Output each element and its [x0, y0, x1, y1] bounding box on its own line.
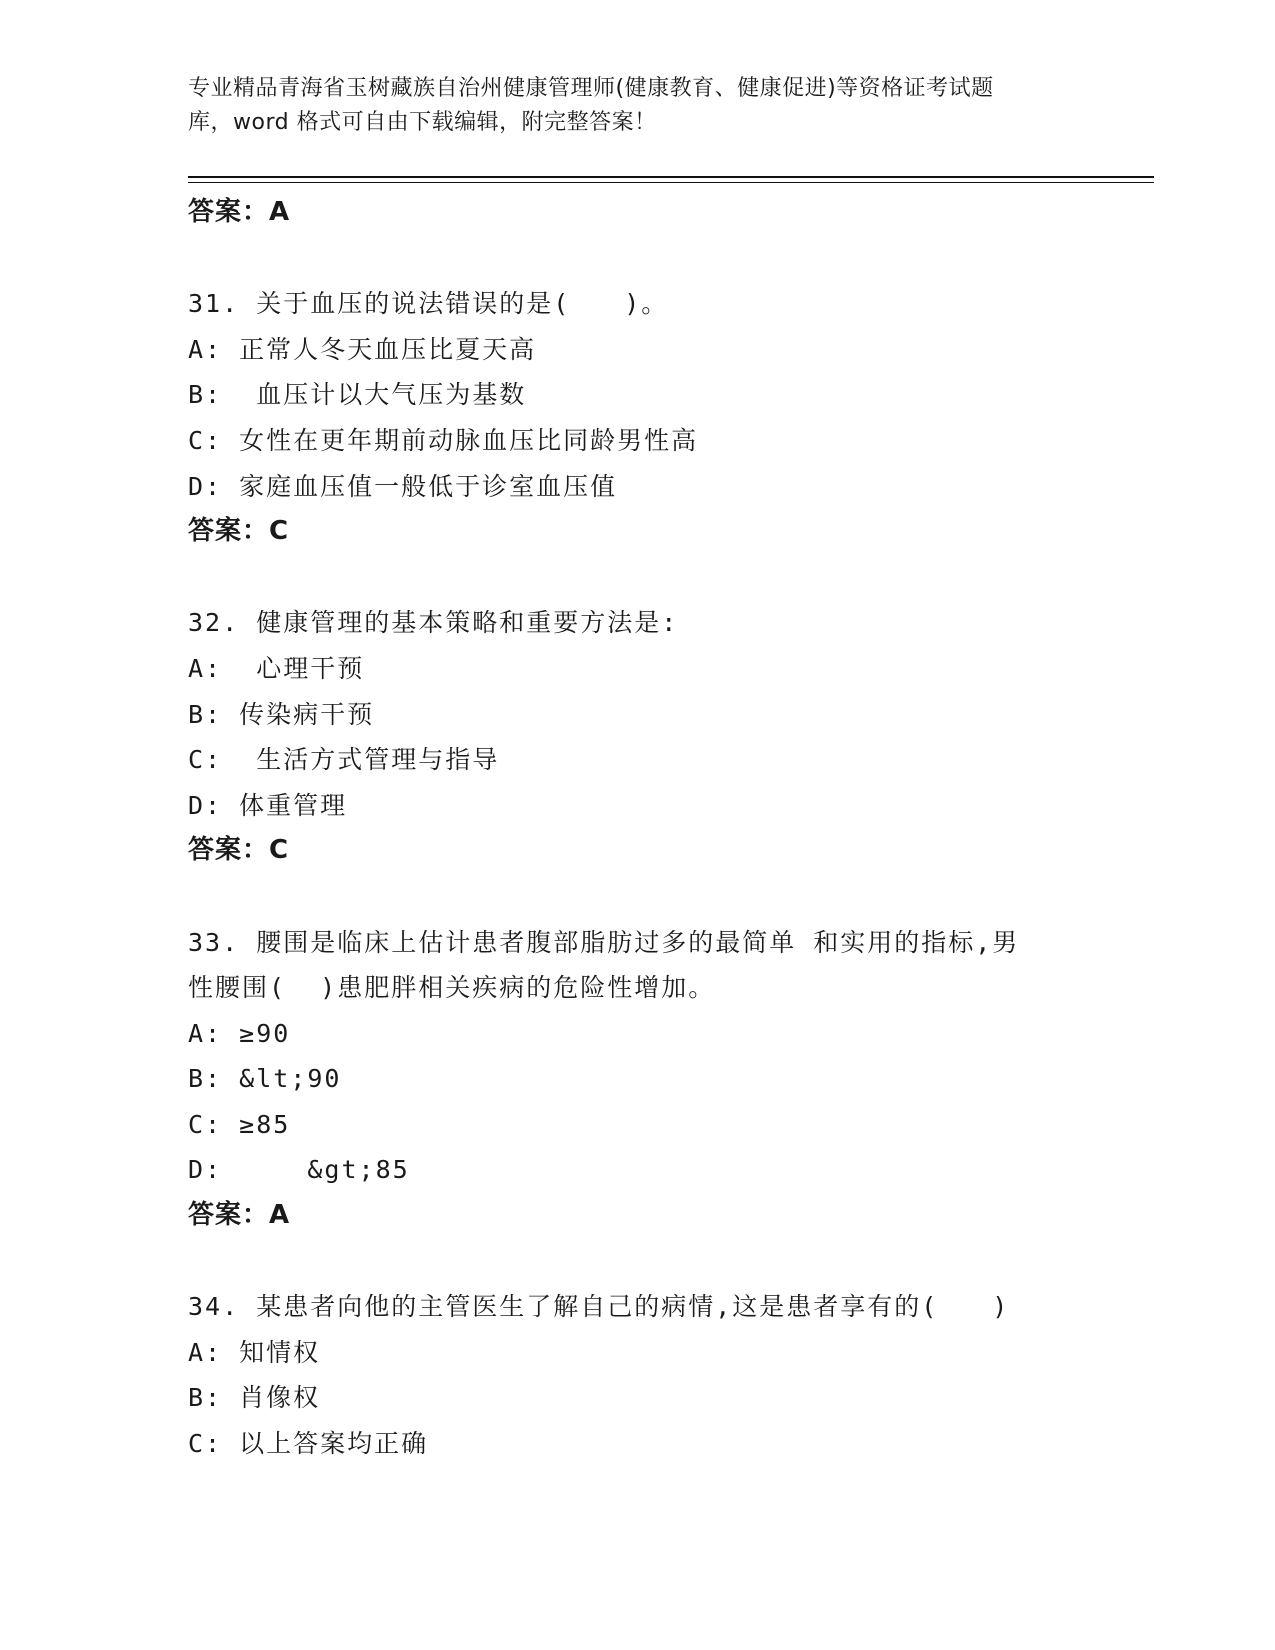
question-stem-continued: 性腰围( )患肥胖相关疾病的危险性增加。 — [188, 973, 716, 1003]
option-a: A: 心理干预 — [188, 653, 365, 683]
question-stem: 33. 腰围是临床上估计患者腹部脂肪过多的最简单 和实用的指标,男 — [188, 927, 1020, 957]
question-32 — [188, 600, 1148, 874]
question-stem: 31. 关于血压的说法错误的是( )。 — [188, 289, 669, 319]
option-a: A: ≥90 — [188, 1018, 291, 1048]
header-divider-thick — [188, 176, 1154, 178]
answer-label: 答案：A — [188, 1200, 291, 1231]
option-d: D: &gt;85 — [188, 1155, 410, 1185]
option-c: C: 以上答案均正确 — [188, 1429, 429, 1459]
previous-answer: 答案：A — [188, 197, 291, 227]
option-b: B: &lt;90 — [188, 1064, 342, 1094]
option-d: D: 家庭血压值一般低于诊室血压值 — [188, 471, 618, 501]
question-stem: 32. 健康管理的基本策略和重要方法是: — [188, 608, 679, 638]
question-31 — [188, 281, 1148, 555]
option-c: C: ≥85 — [188, 1109, 291, 1139]
question-list — [188, 190, 1148, 1467]
option-b: B: 肖像权 — [188, 1383, 321, 1413]
option-a: A: 正常人冬天血压比夏天高 — [188, 334, 537, 364]
header-line-1: 专业精品青海省玉树藏族自治州健康管理师(健康教育、健康促进)等资格证考试题 — [188, 76, 994, 101]
question-34 — [188, 1284, 1148, 1466]
option-b: B: 传染病干预 — [188, 699, 375, 729]
option-a: A: 知情权 — [188, 1337, 321, 1367]
header-line-2: 库，word 格式可自由下载编辑，附完整答案！ — [188, 110, 657, 135]
question-33 — [188, 920, 1148, 1239]
spacer — [188, 236, 1148, 282]
question-stem: 34. 某患者向他的主管医生了解自己的病情,这是患者享有的( ) — [188, 1292, 1010, 1322]
answer-label: 答案：C — [188, 516, 290, 547]
option-c: C: 女性在更年期前动脉血压比同龄男性高 — [188, 425, 699, 455]
header-divider-thin — [188, 182, 1154, 183]
option-c: C: 生活方式管理与指导 — [188, 745, 500, 775]
option-d: D: 体重管理 — [188, 790, 348, 820]
spacer — [188, 555, 1148, 601]
document-header — [188, 72, 1088, 140]
option-b: B: 血压计以大气压为基数 — [188, 380, 527, 410]
answer-label: 答案：C — [188, 835, 290, 866]
spacer — [188, 1239, 1148, 1285]
spacer — [188, 874, 1148, 920]
